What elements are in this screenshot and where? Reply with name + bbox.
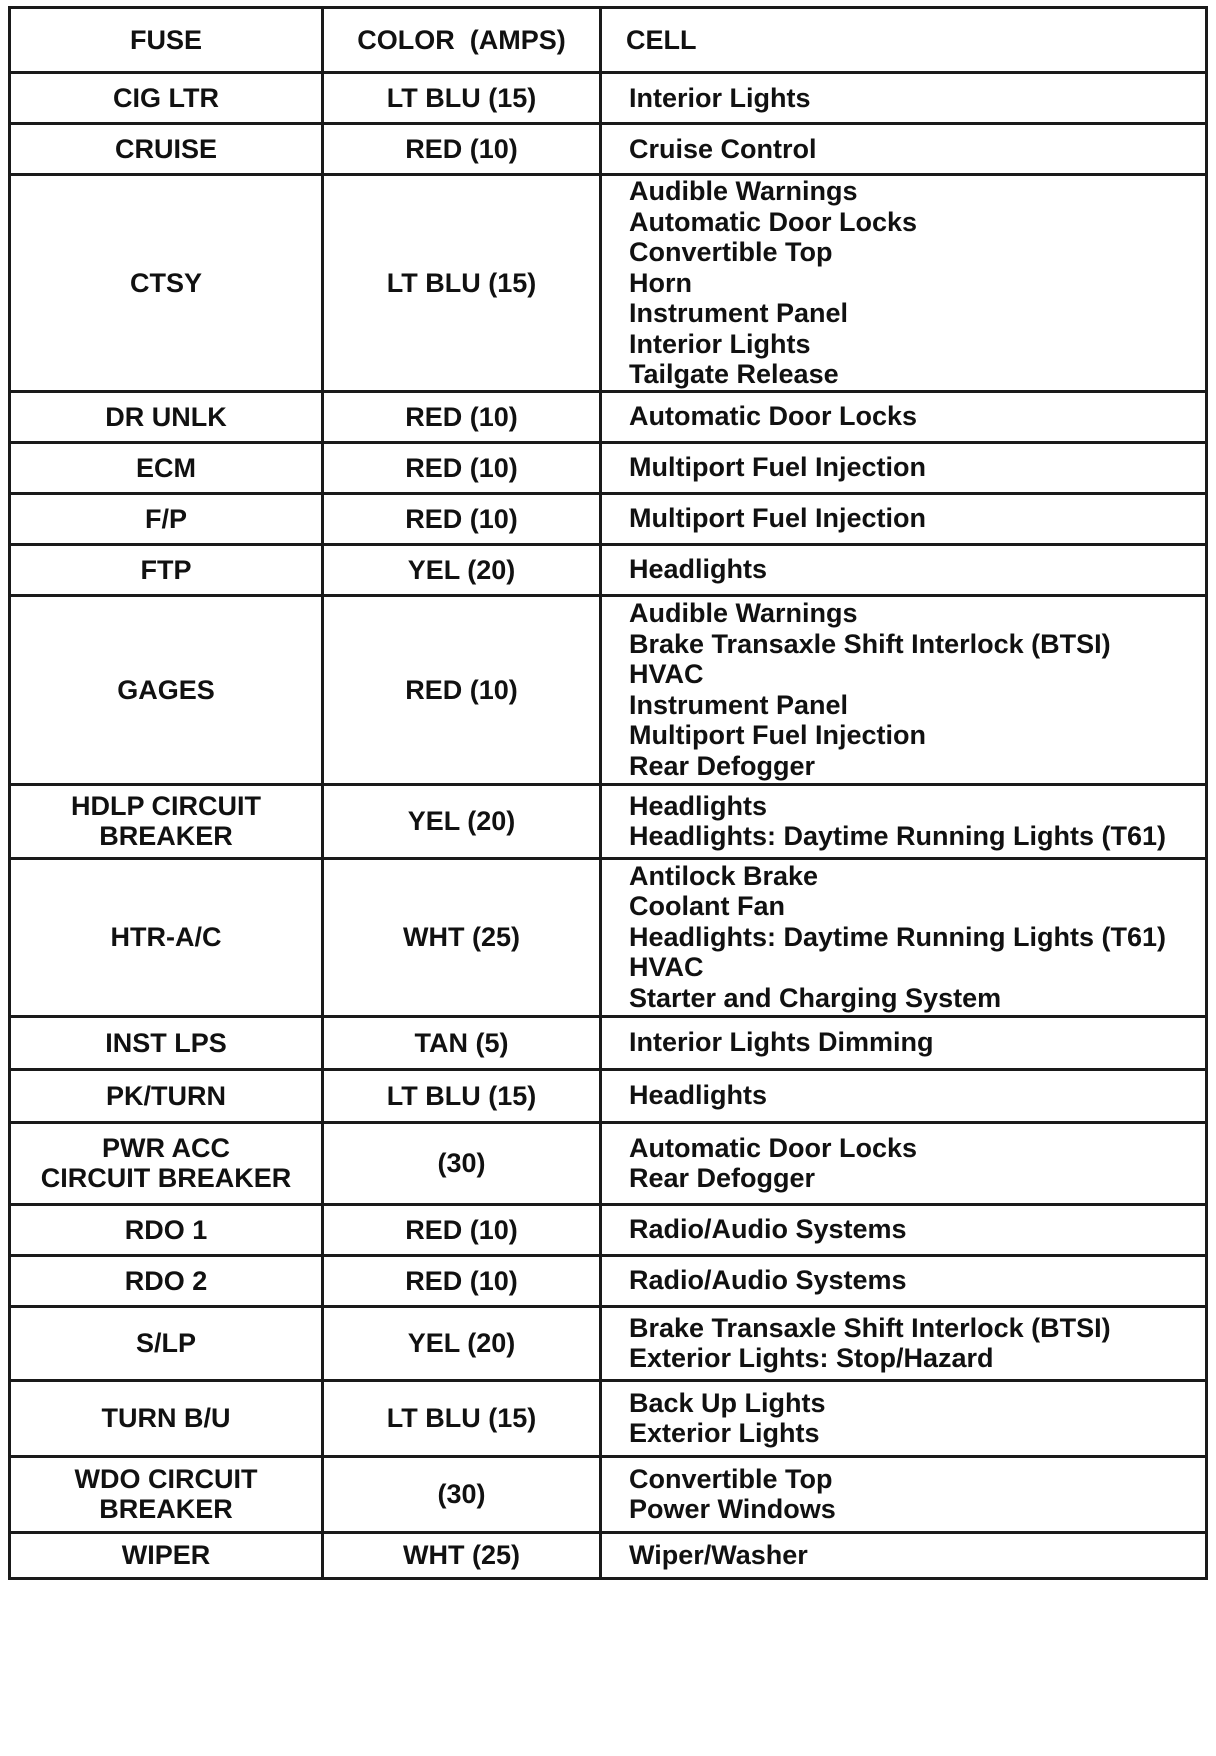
fuse-cell-list xyxy=(601,1456,1207,1532)
fuse-color-amps: (30) xyxy=(323,1122,601,1204)
fuse-name: PK/TURN xyxy=(106,1080,226,1111)
circuit-item: Automatic Door Locks xyxy=(629,206,918,237)
table-row xyxy=(10,784,1207,858)
fuse-name: WIPER xyxy=(121,1540,211,1570)
circuit-item: Radio/Audio Systems xyxy=(629,1265,907,1296)
fuse-color-amps: LT BLU (15) xyxy=(323,175,601,392)
fuse-cell-list xyxy=(601,858,1207,1016)
fuse-name-cell xyxy=(10,1122,323,1204)
table-row xyxy=(10,493,1207,544)
fuse-name-cell xyxy=(10,1456,323,1532)
fuse-cell-list xyxy=(601,1532,1207,1578)
circuit-item: Audible Warnings xyxy=(629,176,858,206)
circuit-item: Instrument Panel xyxy=(629,689,849,720)
fuse-color-amps: RED (10) xyxy=(323,124,601,175)
header-color: COLOR (AMPS) xyxy=(323,8,601,73)
circuit-item: Tailgate Release xyxy=(629,359,839,389)
table-row xyxy=(10,1122,1207,1204)
fuse-name: HDLP CIRCUIT xyxy=(70,791,261,821)
fuse-color-amps: YEL (20) xyxy=(323,1306,601,1380)
fuse-cell-list xyxy=(601,493,1207,544)
circuit-item: Rear Defogger xyxy=(629,1163,816,1193)
fuse-cell-list xyxy=(601,595,1207,784)
fuse-color-amps: LT BLU (15) xyxy=(323,73,601,124)
fuse-name: F/P xyxy=(144,503,187,534)
circuit-item: Back Up Lights xyxy=(629,1387,826,1418)
fuse-name-cell xyxy=(10,784,323,858)
circuit-item: Headlights xyxy=(629,790,768,821)
fuse-cell-list xyxy=(601,175,1207,392)
fuse-name: S/LP xyxy=(135,1328,196,1358)
circuit-item: Audible Warnings xyxy=(629,598,858,628)
fuse-color-amps: RED (10) xyxy=(323,1204,601,1255)
circuit-item: Headlights xyxy=(629,1080,768,1111)
circuit-item: Multiport Fuel Injection xyxy=(629,720,926,750)
fuse-name: BREAKER xyxy=(99,1494,233,1524)
fuse-name: RDO 1 xyxy=(124,1214,208,1245)
fuse-name: GAGES xyxy=(117,674,215,705)
header-row xyxy=(10,8,1207,73)
fuse-name-cell xyxy=(10,858,323,1016)
fuse-name-cell xyxy=(10,1255,323,1306)
fuse-name: CRUISE xyxy=(114,134,217,164)
circuit-item: Wiper/Washer xyxy=(629,1539,808,1570)
fuse-name: BREAKER xyxy=(99,821,233,851)
fuse-name-cell xyxy=(10,595,323,784)
table-row xyxy=(10,1069,1207,1122)
fuse-name: DR UNLK xyxy=(105,401,227,432)
fuse-name: RDO 2 xyxy=(124,1265,208,1296)
table-row xyxy=(10,391,1207,442)
fuse-cell-list xyxy=(601,1306,1207,1380)
fuse-name-cell xyxy=(10,1380,323,1456)
circuit-item: Multiport Fuel Injection xyxy=(629,503,926,534)
circuit-item: Interior Lights xyxy=(629,328,811,359)
circuit-item: Headlights xyxy=(629,554,768,585)
fuse-color-amps: LT BLU (15) xyxy=(323,1380,601,1456)
header-fuse: FUSE xyxy=(10,8,323,73)
table-row xyxy=(10,544,1207,595)
circuit-item: Radio/Audio Systems xyxy=(629,1214,907,1245)
fuse-color-amps: RED (10) xyxy=(323,1255,601,1306)
fuse-table xyxy=(8,6,1208,1580)
table-row xyxy=(10,1204,1207,1255)
fuse-name-cell xyxy=(10,124,323,175)
fuse-color-amps: RED (10) xyxy=(323,442,601,493)
circuit-item: Coolant Fan xyxy=(629,891,785,922)
fuse-name-cell xyxy=(10,391,323,442)
circuit-item: Horn xyxy=(629,267,692,298)
circuit-item: Rear Defogger xyxy=(629,750,816,781)
fuse-cell-list xyxy=(601,1069,1207,1122)
table-row xyxy=(10,1016,1207,1069)
circuit-item: HVAC xyxy=(629,952,704,983)
fuse-name: HTR-A/C xyxy=(110,922,222,952)
circuit-item: Brake Transaxle Shift Interlock (BTSI) xyxy=(629,1312,1111,1343)
fuse-color-amps: RED (10) xyxy=(323,391,601,442)
fuse-name: FTP xyxy=(140,554,192,585)
fuse-color-amps: (30) xyxy=(323,1456,601,1532)
table-row xyxy=(10,124,1207,175)
fuse-cell-list xyxy=(601,784,1207,858)
fuse-name: CTSY xyxy=(129,267,202,298)
table-row xyxy=(10,858,1207,1016)
fuse-cell-list xyxy=(601,544,1207,595)
fuse-name-cell xyxy=(10,544,323,595)
circuit-item: Exterior Lights: Stop/Hazard xyxy=(629,1343,994,1373)
table-row xyxy=(10,1255,1207,1306)
fuse-color-amps: WHT (25) xyxy=(323,1532,601,1578)
fuse-cell-list xyxy=(601,73,1207,124)
fuse-cell-list xyxy=(601,1255,1207,1306)
fuse-name-cell xyxy=(10,175,323,392)
fuse-color-amps: TAN (5) xyxy=(323,1016,601,1069)
fuse-name-cell xyxy=(10,493,323,544)
fuse-name: WDO CIRCUIT xyxy=(74,1464,258,1494)
circuit-item: Automatic Door Locks xyxy=(629,1132,918,1163)
fuse-name: CIRCUIT BREAKER xyxy=(40,1163,292,1193)
table-row xyxy=(10,442,1207,493)
fuse-name-cell xyxy=(10,442,323,493)
circuit-item: Multiport Fuel Injection xyxy=(629,452,926,483)
fuse-name: TURN B/U xyxy=(101,1403,231,1433)
circuit-item: Interior Lights xyxy=(629,82,811,113)
header-cell: CELL xyxy=(601,8,1207,73)
fuse-name-cell xyxy=(10,1204,323,1255)
fuse-cell-list xyxy=(601,442,1207,493)
fuse-color-amps: LT BLU (15) xyxy=(323,1069,601,1122)
fuse-name: ECM xyxy=(136,452,196,483)
fuse-name-cell xyxy=(10,1016,323,1069)
fuse-cell-list xyxy=(601,1380,1207,1456)
table-row xyxy=(10,1380,1207,1456)
table-row xyxy=(10,73,1207,124)
fuse-cell-list xyxy=(601,1016,1207,1069)
circuit-item: Headlights: Daytime Running Lights (T61) xyxy=(629,921,1167,952)
fuse-color-amps: RED (10) xyxy=(323,595,601,784)
fuse-color-amps: YEL (20) xyxy=(323,784,601,858)
fuse-rows xyxy=(10,73,1207,1579)
fuse-name: PWR ACC xyxy=(102,1133,230,1163)
fuse-color-amps: RED (10) xyxy=(323,493,601,544)
fuse-name-cell xyxy=(10,1069,323,1122)
circuit-item: Exterior Lights xyxy=(629,1418,820,1448)
circuit-item: Power Windows xyxy=(629,1494,836,1524)
fuse-cell-list xyxy=(601,1204,1207,1255)
fuse-cell-list xyxy=(601,124,1207,175)
circuit-item: Automatic Door Locks xyxy=(629,401,918,432)
fuse-name-cell xyxy=(10,1306,323,1380)
fuse-name-cell xyxy=(10,73,323,124)
fuse-color-amps: YEL (20) xyxy=(323,544,601,595)
fuse-name: INST LPS xyxy=(105,1027,227,1058)
circuit-item: Instrument Panel xyxy=(629,298,849,328)
circuit-item: Cruise Control xyxy=(629,133,817,164)
circuit-item: Antilock Brake xyxy=(629,860,819,891)
circuit-item: Convertible Top xyxy=(629,237,833,267)
circuit-item: HVAC xyxy=(629,659,704,689)
table-row xyxy=(10,1532,1207,1578)
circuit-item: Headlights: Daytime Running Lights (T61) xyxy=(629,821,1167,851)
circuit-item: Brake Transaxle Shift Interlock (BTSI) xyxy=(629,628,1111,659)
fuse-cell-list xyxy=(601,391,1207,442)
circuit-item: Convertible Top xyxy=(629,1463,833,1494)
table-row xyxy=(10,175,1207,392)
fuse-name: CIG LTR xyxy=(113,83,219,113)
circuit-item: Interior Lights Dimming xyxy=(629,1027,934,1058)
fuse-name-cell xyxy=(10,1532,323,1578)
fuse-color-amps: WHT (25) xyxy=(323,858,601,1016)
fuse-cell-list xyxy=(601,1122,1207,1204)
table-row xyxy=(10,595,1207,784)
table-row xyxy=(10,1456,1207,1532)
circuit-item: Starter and Charging System xyxy=(629,982,1002,1013)
table-row xyxy=(10,1306,1207,1380)
